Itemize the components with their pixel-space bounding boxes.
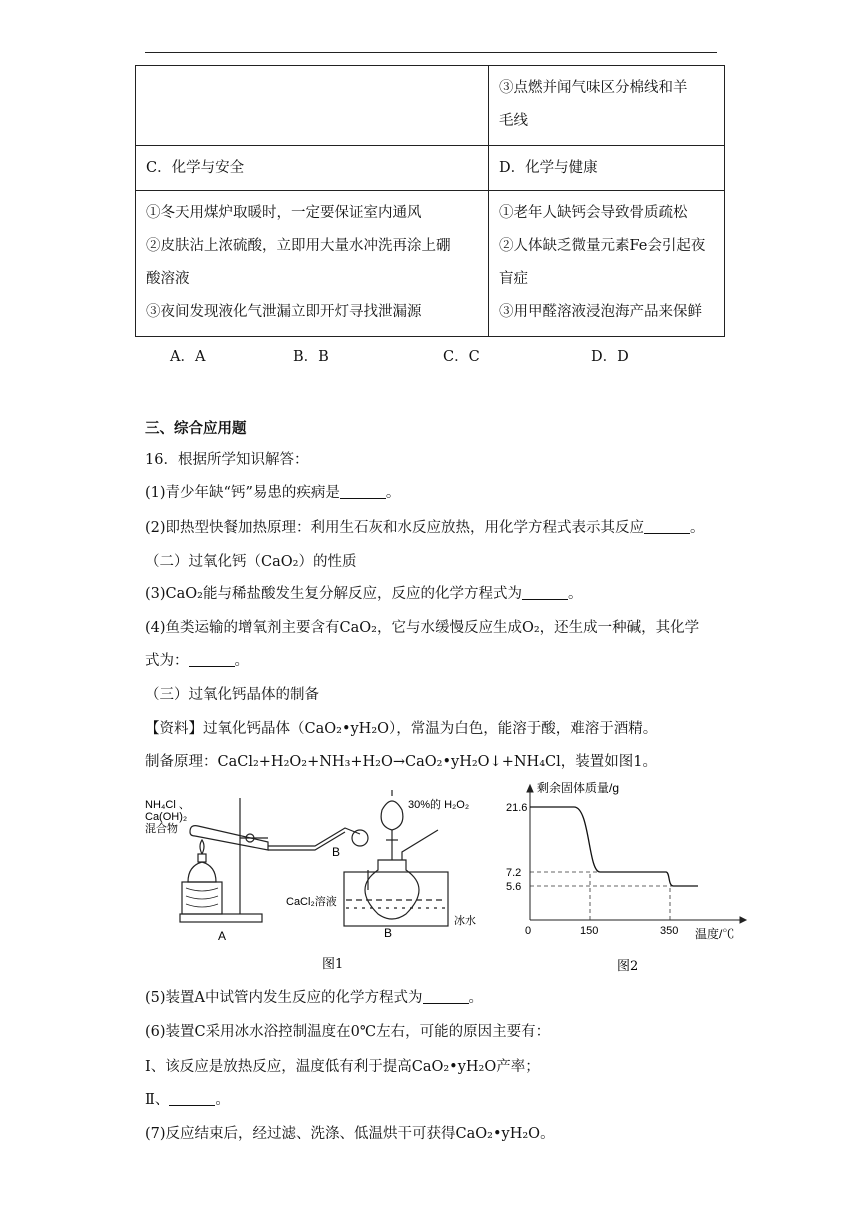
y-tick-label: 5.6 xyxy=(506,881,522,893)
question-16-6-i: Ⅰ、该反应是放热反应，温度低有利于提高CaO₂•yH₂O产率； xyxy=(145,1059,540,1075)
options-table xyxy=(135,65,725,337)
choice-c[interactable]: C．C xyxy=(443,349,480,365)
question-16-stem: 16．根据所学知识解答： xyxy=(145,452,309,468)
subsection-3-title: （三）过氧化钙晶体的制备 xyxy=(145,687,319,703)
x-tick-label: 350 xyxy=(660,925,679,937)
answer-blank[interactable] xyxy=(423,989,469,1004)
x-tick-label: 150 xyxy=(580,925,599,937)
table-cell-d-header: D．化学与健康 xyxy=(489,146,725,191)
table-cell-c-header: C．化学与安全 xyxy=(136,146,489,191)
table-cell-d-content: ①老年人缺钙会导致骨质疏松 ②人体缺乏微量元素Fe会引起夜盲症 ③用甲醛溶液浸泡海产品来保鲜 xyxy=(489,191,725,337)
label-ice-water: 冰水 xyxy=(454,915,476,927)
header-rule xyxy=(145,52,717,53)
answer-blank[interactable] xyxy=(189,652,235,667)
label-cacl2: CaCl₂溶液 xyxy=(286,896,337,908)
mass-temperature-chart xyxy=(505,780,755,980)
section-title: 三、综合应用题 xyxy=(145,420,247,437)
table-cell-c-content: ①冬天用煤炉取暖时，一定要保证室内通风 ②皮肤沾上浓硫酸，立即用大量水冲洗再涂上硼酸溶液 ③夜间发现液化气泄漏立即开灯寻找泄漏源 xyxy=(136,191,489,337)
x-axis-arrow xyxy=(740,917,746,923)
y-tick-label: 21.6 xyxy=(506,802,528,814)
origin-label: 0 xyxy=(525,925,532,937)
question-16-4b: 式为： 。 xyxy=(145,653,249,669)
figure-2-caption: 图2 xyxy=(617,959,639,974)
label-mix-1: NH₄Cl 、 xyxy=(145,799,190,811)
choice-a[interactable]: A．A xyxy=(170,349,206,365)
answer-blank[interactable] xyxy=(522,585,568,600)
label-apparatus-a: A xyxy=(218,929,227,943)
question-16-4a: (4)鱼类运输的增氧剂主要含有CaO₂，它与水缓慢反应生成O₂，还生成一种碱，其化学 xyxy=(145,620,700,636)
resource-note: 【资料】过氧化钙晶体（CaO₂•yH₂O），常温为白色，能溶于酸，难溶于酒精。 xyxy=(145,721,658,737)
y-axis-label: 剩余固体质量/g xyxy=(537,781,620,795)
question-16-6-ii: Ⅱ、 。 xyxy=(145,1092,230,1108)
y-axis-arrow xyxy=(527,785,533,792)
answer-blank[interactable] xyxy=(340,484,386,499)
y-tick-label: 7.2 xyxy=(506,867,522,879)
preparation-principle: 制备原理：CaCl₂+H₂O₂+NH₃+H₂O→CaO₂•yH₂O↓+NH₄Cl，装置如图1。 xyxy=(145,754,657,770)
mass-curve xyxy=(530,807,698,886)
label-mix-2: Ca(OH)₂ xyxy=(145,811,188,823)
label-h2o2: 30%的 H₂O₂ xyxy=(408,799,470,811)
label-drying-tube: B xyxy=(332,845,341,859)
table-cell-r1c2: ③点燃并闻气味区分棉线和羊毛线 xyxy=(489,66,725,146)
choice-b[interactable]: B．B xyxy=(293,349,329,365)
answer-blank[interactable] xyxy=(644,519,690,534)
figure-1-caption: 图1 xyxy=(322,957,344,972)
label-apparatus-b: B xyxy=(384,926,393,940)
question-16-2: (2)即热型快餐加热原理：利用生石灰和水反应放热，用化学方程式表示其反应 。 xyxy=(145,520,705,536)
answer-blank[interactable] xyxy=(169,1091,215,1106)
apparatus-diagram xyxy=(140,790,500,975)
question-16-7: (7)反应结束后，经过滤、洗涤、低温烘干可获得CaO₂•yH₂O。 xyxy=(145,1126,555,1142)
question-16-1: (1)青少年缺“钙”易患的疾病是 。 xyxy=(145,485,401,501)
label-mix-3: 混合物 xyxy=(145,823,178,835)
choice-d[interactable]: D．D xyxy=(591,349,629,365)
subsection-2-title: （二）过氧化钙（CaO₂）的性质 xyxy=(145,554,357,570)
question-16-6: (6)装置C采用冰水浴控制温度在0℃左右，可能的原因主要有： xyxy=(145,1024,551,1040)
question-16-5: (5)装置A中试管内发生反应的化学方程式为 。 xyxy=(145,990,484,1006)
table-cell-empty xyxy=(136,66,489,146)
question-16-3: (3)CaO₂能与稀盐酸发生复分解反应，反应的化学方程式为 。 xyxy=(145,586,583,602)
x-axis-label: 温度/℃ xyxy=(695,927,735,941)
